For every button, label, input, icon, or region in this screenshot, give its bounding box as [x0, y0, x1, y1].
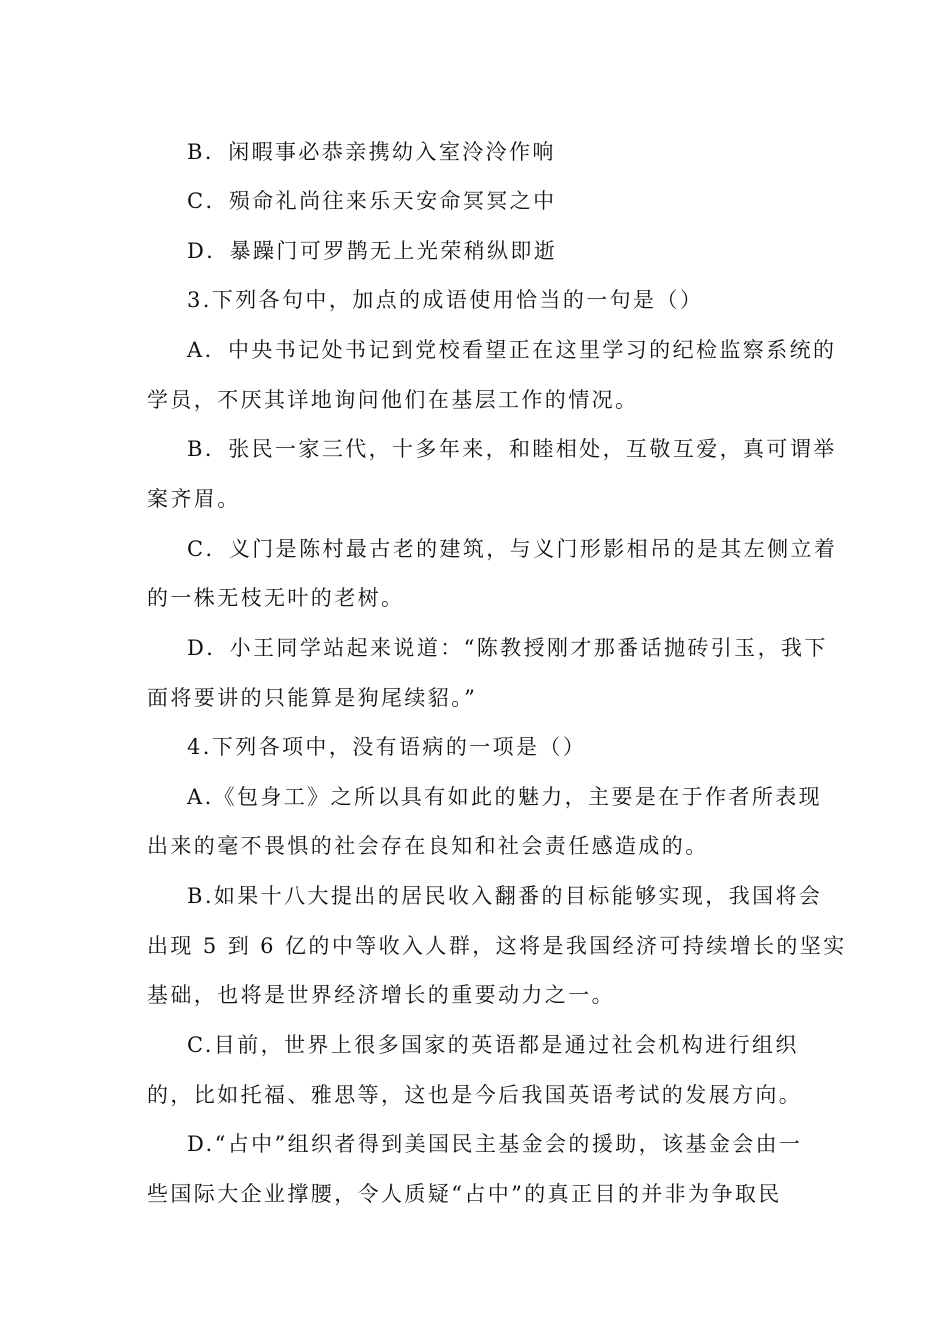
q4-option-b-line-1: B.如果十八大提出的居民收入翻番的目标能够实现，我国将会 [187, 884, 823, 908]
option-b-line: B．闲暇事必恭亲携幼入室泠泠作响 [187, 140, 556, 164]
q4-option-a-line-1: A.《包身工》之所以具有如此的魅力，主要是在于作者所表现 [187, 785, 823, 809]
q3-option-d-line-2: 面将要讲的只能算是狗尾续貂。” [147, 686, 478, 710]
q4-option-b-line-3: 基础，也将是世界经济增长的重要动力之一。 [147, 983, 615, 1007]
q4-option-c-line-1: C.目前，世界上很多国家的英语都是通过社会机构进行组织 [187, 1033, 799, 1057]
q3-option-a-line-1: A．中央书记处书记到党校看望正在这里学习的纪检监察系统的 [187, 338, 837, 362]
q4-option-a-line-2: 出来的毫不畏惧的社会存在良知和社会责任感造成的。 [147, 834, 709, 858]
q3-option-b-line-2: 案齐眉。 [147, 487, 241, 511]
question-3-stem: 3.下列各句中，加点的成语使用恰当的一句是（） [187, 288, 704, 312]
option-c-line: C．殒命礼尚往来乐天安命冥冥之中 [187, 189, 557, 213]
q3-option-b-line-1: B．张民一家三代，十多年来，和睦相处，互敬互爱，真可谓举 [187, 437, 837, 461]
option-d-line: D．暴躁门可罗鹊无上光荣稍纵即逝 [187, 239, 558, 263]
q4-option-d-line-2: 些国际大企业撑腰，令人质疑“占中”的真正目的并非为争取民 [147, 1182, 782, 1206]
q3-option-c-line-2: 的一株无枝无叶的老树。 [147, 586, 405, 610]
q3-option-a-line-2: 学员，不厌其详地询问他们在基层工作的情况。 [147, 388, 639, 412]
q3-option-d-line-1: D．小王同学站起来说道：“陈教授刚才那番话抛砖引玉，我下 [187, 636, 828, 660]
q4-option-c-line-2: 的，比如托福、雅思等，这也是今后我国英语考试的发展方向。 [147, 1083, 803, 1107]
q4-option-d-line-1: D.“占中”组织者得到美国民主基金会的援助，该基金会由一 [187, 1132, 803, 1156]
question-4-stem: 4.下列各项中，没有语病的一项是（） [187, 735, 587, 759]
q3-option-c-line-1: C．义门是陈村最古老的建筑，与义门形影相吊的是其左侧立着 [187, 537, 838, 561]
q4-option-b-line-2: 出现 5 到 6 亿的中等收入人群，这将是我国经济可持续增长的坚实 [147, 934, 847, 958]
